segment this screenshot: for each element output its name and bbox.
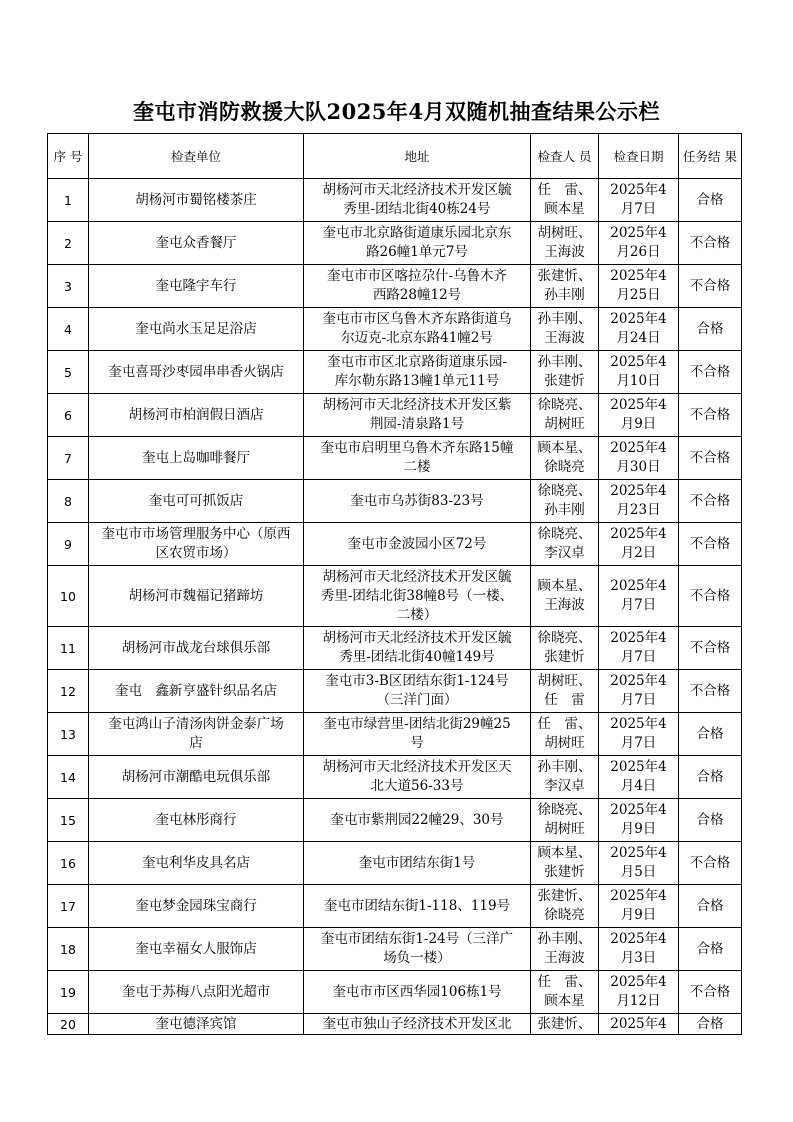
row-seq: 13 xyxy=(48,713,89,756)
row-unit: 奎屯市市场管理服务中心（原西 区农贸市场） xyxy=(89,523,304,566)
row-date: 2025年4 月5日 xyxy=(599,842,679,885)
row-seq: 2 xyxy=(48,222,89,265)
table-row xyxy=(48,756,742,799)
row-date: 2025年4 月25日 xyxy=(599,265,679,308)
row-seq: 9 xyxy=(48,523,89,566)
row-unit: 奎屯德泽宾馆 xyxy=(89,1014,304,1035)
row-date: 2025年4 月4日 xyxy=(599,756,679,799)
table-header-row xyxy=(48,134,742,179)
row-seq: 14 xyxy=(48,756,89,799)
header-unit: 检查单位 xyxy=(89,134,304,179)
row-result: 合格 xyxy=(679,799,742,842)
row-result: 合格 xyxy=(679,928,742,971)
row-seq: 19 xyxy=(48,971,89,1014)
row-unit: 胡杨河市潮酷电玩俱乐部 xyxy=(89,756,304,799)
row-date: 2025年4 月7日 xyxy=(599,713,679,756)
row-unit: 奎屯尚水玉足足浴店 xyxy=(89,308,304,351)
row-inspectors: 张建忻、 孙丰刚 xyxy=(531,265,599,308)
row-inspectors: 徐晓亮、 胡树旺 xyxy=(531,799,599,842)
row-address: 胡杨河市天北经济技术开发区毓 秀里-团结北街40栋24号 xyxy=(304,179,531,222)
row-date: 2025年4 xyxy=(599,1014,679,1035)
row-result: 不合格 xyxy=(679,222,742,265)
row-result: 不合格 xyxy=(679,566,742,627)
row-inspectors: 孙丰刚、 王海波 xyxy=(531,308,599,351)
row-unit: 奎屯可可抓饭店 xyxy=(89,480,304,523)
row-unit: 奎屯喜哥沙枣园串串香火锅店 xyxy=(89,351,304,394)
row-seq: 8 xyxy=(48,480,89,523)
row-inspectors: 张建忻、 xyxy=(531,1014,599,1035)
row-address: 奎屯市团结东街1号 xyxy=(304,842,531,885)
table-row xyxy=(48,842,742,885)
page-title: 奎屯市消防救援大队2025年4月双随机抽查结果公示栏 xyxy=(132,99,661,124)
header-inspectors: 检查人 员 xyxy=(531,134,599,179)
row-address: 奎屯市市区喀拉尕什-乌鲁木齐 西路28幢12号 xyxy=(304,265,531,308)
row-date: 2025年4 月23日 xyxy=(599,480,679,523)
row-seq: 15 xyxy=(48,799,89,842)
row-date: 2025年4 月30日 xyxy=(599,437,679,480)
row-inspectors: 孙丰刚、 张建忻 xyxy=(531,351,599,394)
row-date: 2025年4 月7日 xyxy=(599,670,679,713)
row-date: 2025年4 月26日 xyxy=(599,222,679,265)
row-seq: 16 xyxy=(48,842,89,885)
row-seq: 5 xyxy=(48,351,89,394)
row-address: 奎屯市团结东街1-118、119号 xyxy=(304,885,531,928)
header-date: 检查日期 xyxy=(599,134,679,179)
row-result: 不合格 xyxy=(679,265,742,308)
row-result: 不合格 xyxy=(679,842,742,885)
row-date: 2025年4 月7日 xyxy=(599,627,679,670)
row-unit: 奎屯幸福女人服饰店 xyxy=(89,928,304,971)
row-inspectors: 胡树旺、 任 雷 xyxy=(531,670,599,713)
row-inspectors: 张建忻、 徐晓亮 xyxy=(531,885,599,928)
row-seq: 20 xyxy=(48,1014,89,1035)
table-row xyxy=(48,799,742,842)
table-row xyxy=(48,308,742,351)
row-inspectors: 孙丰刚、 李汉卓 xyxy=(531,756,599,799)
row-unit: 奎屯上岛咖啡餐厅 xyxy=(89,437,304,480)
row-inspectors: 任 雷、 胡树旺 xyxy=(531,713,599,756)
row-address: 奎屯市紫荆园22幢29、30号 xyxy=(304,799,531,842)
row-inspectors: 顾本星、 徐晓亮 xyxy=(531,437,599,480)
row-result: 不合格 xyxy=(679,394,742,437)
row-seq: 17 xyxy=(48,885,89,928)
table-row xyxy=(48,222,742,265)
header-address: 地址 xyxy=(304,134,531,179)
row-unit: 奎屯利华皮具名店 xyxy=(89,842,304,885)
row-seq: 7 xyxy=(48,437,89,480)
row-date: 2025年4 月10日 xyxy=(599,351,679,394)
row-seq: 3 xyxy=(48,265,89,308)
table-row xyxy=(48,971,742,1014)
row-unit: 奎屯 鑫新亨盛针织品名店 xyxy=(89,670,304,713)
row-date: 2025年4 月12日 xyxy=(599,971,679,1014)
row-result: 合格 xyxy=(679,308,742,351)
row-seq: 18 xyxy=(48,928,89,971)
row-date: 2025年4 月9日 xyxy=(599,885,679,928)
row-inspectors: 徐晓亮、 孙丰刚 xyxy=(531,480,599,523)
table-row xyxy=(48,437,742,480)
row-date: 2025年4 月9日 xyxy=(599,394,679,437)
row-result: 合格 xyxy=(679,756,742,799)
table-row xyxy=(48,928,742,971)
table-row xyxy=(48,179,742,222)
row-inspectors: 胡树旺、 王海波 xyxy=(531,222,599,265)
row-result: 合格 xyxy=(679,713,742,756)
table-row xyxy=(48,566,742,627)
row-unit: 奎屯众香餐厅 xyxy=(89,222,304,265)
row-date: 2025年4 月24日 xyxy=(599,308,679,351)
table-row xyxy=(48,351,742,394)
table-row xyxy=(48,523,742,566)
row-address: 奎屯市市区西华园106栋1号 xyxy=(304,971,531,1014)
row-address: 胡杨河市天北经济技术开发区毓 秀里-团结北街38幢8号（一楼、 二楼） xyxy=(304,566,531,627)
row-address: 奎屯市北京路街道康乐园北京东 路26幢1单元7号 xyxy=(304,222,531,265)
row-date: 2025年4 月7日 xyxy=(599,179,679,222)
row-unit: 奎屯林彤商行 xyxy=(89,799,304,842)
row-date: 2025年4 月7日 xyxy=(599,566,679,627)
row-unit: 胡杨河市柏润假日酒店 xyxy=(89,394,304,437)
row-result: 不合格 xyxy=(679,480,742,523)
table-row xyxy=(48,394,742,437)
row-inspectors: 孙丰刚、 王海波 xyxy=(531,928,599,971)
table-row xyxy=(48,627,742,670)
row-seq: 11 xyxy=(48,627,89,670)
table-row xyxy=(48,1014,742,1035)
row-unit: 胡杨河市战龙台球俱乐部 xyxy=(89,627,304,670)
row-address: 胡杨河市天北经济技术开发区紫 荆园-清泉路1号 xyxy=(304,394,531,437)
table-row xyxy=(48,713,742,756)
row-address: 奎屯市3-B区团结东街1-124号 （三洋门面） xyxy=(304,670,531,713)
row-result: 不合格 xyxy=(679,351,742,394)
inspection-results-table xyxy=(47,133,742,1035)
row-seq: 6 xyxy=(48,394,89,437)
row-date: 2025年4 月9日 xyxy=(599,799,679,842)
table-row xyxy=(48,265,742,308)
row-date: 2025年4 月3日 xyxy=(599,928,679,971)
row-seq: 12 xyxy=(48,670,89,713)
row-address: 胡杨河市天北经济技术开发区毓 秀里-团结北街40幢149号 xyxy=(304,627,531,670)
row-unit: 奎屯隆宇车行 xyxy=(89,265,304,308)
row-result: 不合格 xyxy=(679,627,742,670)
row-inspectors: 徐晓亮、 张建忻 xyxy=(531,627,599,670)
row-inspectors: 任 雷、 顾本星 xyxy=(531,971,599,1014)
row-inspectors: 顾本星、 张建忻 xyxy=(531,842,599,885)
row-seq: 10 xyxy=(48,566,89,627)
row-result: 合格 xyxy=(679,1014,742,1035)
header-seq: 序 号 xyxy=(48,134,89,179)
row-unit: 奎屯于苏梅八点阳光超市 xyxy=(89,971,304,1014)
row-address: 奎屯市乌苏街83-23号 xyxy=(304,480,531,523)
row-address: 奎屯市绿营里-团结北街29幢25 号 xyxy=(304,713,531,756)
row-address: 奎屯市金波园小区72号 xyxy=(304,523,531,566)
table-row xyxy=(48,670,742,713)
header-result: 任务结 果 xyxy=(679,134,742,179)
row-address: 奎屯市市区北京路街道康乐园- 库尔勒东路13幢1单元11号 xyxy=(304,351,531,394)
row-unit: 胡杨河市魏福记猪蹄坊 xyxy=(89,566,304,627)
row-address: 奎屯市启明里乌鲁木齐东路15幢 二楼 xyxy=(304,437,531,480)
row-address: 胡杨河市天北经济技术开发区天 北大道56-33号 xyxy=(304,756,531,799)
row-seq: 1 xyxy=(48,179,89,222)
table-row xyxy=(48,480,742,523)
row-result: 合格 xyxy=(679,179,742,222)
row-seq: 4 xyxy=(48,308,89,351)
row-result: 不合格 xyxy=(679,971,742,1014)
table-row xyxy=(48,885,742,928)
row-inspectors: 徐晓亮、 李汉卓 xyxy=(531,523,599,566)
row-result: 不合格 xyxy=(679,670,742,713)
row-result: 合格 xyxy=(679,885,742,928)
row-unit: 奎屯鸿山子清汤肉饼金泰广场 店 xyxy=(89,713,304,756)
row-inspectors: 任 雷、 顾本星 xyxy=(531,179,599,222)
row-unit: 胡杨河市蜀铭楼茶庄 xyxy=(89,179,304,222)
row-address: 奎屯市独山子经济技术开发区北 xyxy=(304,1014,531,1035)
row-address: 奎屯市市区乌鲁木齐东路街道乌 尔迈克-北京东路41幢2号 xyxy=(304,308,531,351)
row-inspectors: 徐晓亮、 胡树旺 xyxy=(531,394,599,437)
row-result: 不合格 xyxy=(679,437,742,480)
row-inspectors: 顾本星、 王海波 xyxy=(531,566,599,627)
row-address: 奎屯市团结东街1-24号（三洋广 场负一楼） xyxy=(304,928,531,971)
row-result: 不合格 xyxy=(679,523,742,566)
row-unit: 奎屯梦金园珠宝商行 xyxy=(89,885,304,928)
row-date: 2025年4 月2日 xyxy=(599,523,679,566)
